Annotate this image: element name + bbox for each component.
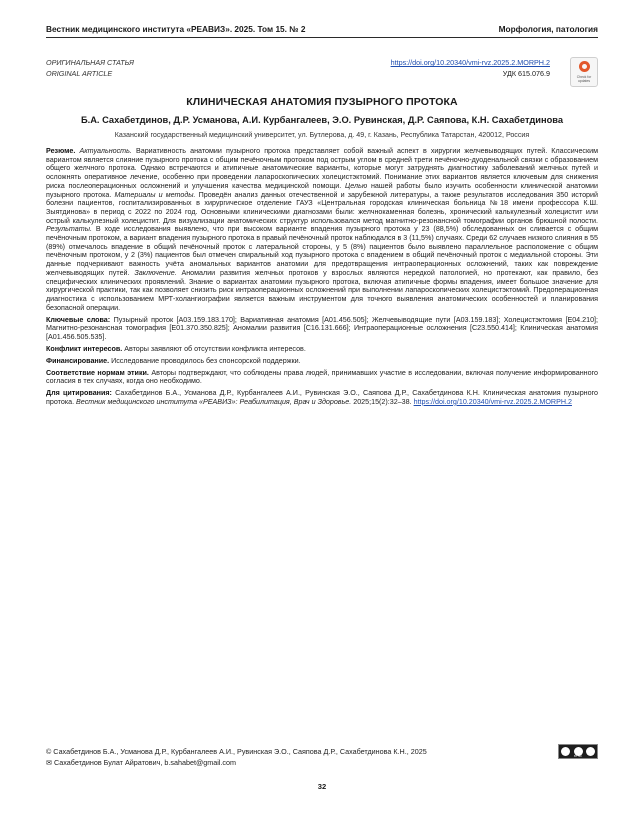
conflict-paragraph: Конфликт интересов. Авторы заявляют об отсутствии конфликта интересов. bbox=[46, 344, 306, 353]
cc-license-badge[interactable] bbox=[558, 744, 598, 759]
actuality-label: Актуальность. bbox=[79, 147, 132, 155]
running-header bbox=[46, 24, 598, 38]
citation-doi-link[interactable]: https://doi.org/10.20340/vmi-rvz.2025.2.MORPH.2 bbox=[413, 397, 572, 406]
copyright-line: © Сахабетдинов Б.А., Усманова Д.Р., Курбангалеев А.И., Рувинская Э.О., Саяпова Д.Р., Сахабетдинова К.Н., 2025 bbox=[46, 747, 427, 756]
header-rule bbox=[46, 37, 598, 38]
citation-paragraph: Для цитирования: Сахабетдинов Б.А., Усманова Д.Р., Курбангалеев А.И., Рувинская Э.О., Саяпова Д.Р., Сахабетдинова К.Н. Клиническая анатомия пузырного протока. Вестник медицинского института «РЕАВИЗ»: Реабилитация, Врач и Здоровье. 2025;15(2):32–38. https://doi.org/10.20340/vmi-rvz.2025.2.MORPH.2 bbox=[46, 389, 598, 406]
update-check-icon bbox=[579, 61, 590, 72]
article-meta bbox=[391, 58, 550, 79]
author-list: Б.А. Сахабетдинов, Д.Р. Усманова, А.И. Курбангалеев, Э.О. Рувинская, Д.Р. Саяпова, К.Н. Сахабетдинова bbox=[80, 115, 564, 125]
section-name: Морфология, патология bbox=[498, 24, 598, 34]
abstract-label: Резюме. bbox=[46, 147, 76, 155]
abstract-paragraph: Резюме. Актуальность. Вариативность анатомии пузырного протока представляет собой важный аспект в хирургии желчевыводящих путей. Классическим вариантом является слияние пузырного протока с общим печёночным протоком под острым углом в средней трети печёночно-дуоденальной связки с образованием общего желчного протока. Однако встречаются и атипичные анатомические варианты, которые могут затруднять диагностику заболеваний желчных путей и осложнять оперативное лечение, особенно при проведении лапароскопических холецистэктомий. Понимание этих вариантов является ключевым для снижения риска послеоперационных осложнений и улучшения качества медицинской помощи. Целью нашей работы было изучить особенности клинической анатомии пузырного протока. Материалы и методы. Проведён анализ данных отечественной и зарубежной литературы, а также результатов исследования 350 историй болезни пациентов, госпитализированных в хирургическое отделение ГАУЗ «Центральная городская клиническая больница №18 имени профессора К.Ш. Зыятдинова» в период с 2022 по 2024 год. Основными клиническими диагнозами были: желчнокаменная болезнь, хронический калькулезный холецистит или острый калькулезный холецистит. Для визуализации анатомических структур использовался метод магнитно-резонансной томографии органов брюшной полости. Результаты. В ходе исследования выявлено, что при высоком варианте впадения пузырного протока у 23 (88,5%) обследованных он сливается с общим печёночным протоком, а вариант впадения пузырного протока в правый печёночный проток наблюдался в 3 (11,5%) случаях. Среди 62 случаев низкого слияния в 55 (89%) отмечалось впадение в общий печёночный проток с латеральной стороны, у 5 (8%) пациентов было выявлено параллельное расположение с общим печёночным протоком, у 2 (3%) пациентов был отмечен спиральный ход пузырного протока с впадением в общий печёночный проток с медиальной стороны. Эти данные подчеркивают важность учёта аномальных вариантов анатомии для предотвращения интраоперационных осложнений, таких как повреждение желчевыводящих путей. Заключение. Аномалии развития желчных протоков у взрослых являются нередкой патологией, но протекают, как правило, без специфических клинических проявлений. Знание о вариантах анатомии пузырного протока, включая атипичные формы впадения, имеет большое значение для хирургической практики, так как позволяет снизить риск интраоперационных осложнений при выполнении лапароскопических холецистэктомий. Предоперационная диагностика с использованием МРТ-холангиографии является важным инструментом для точного выявления анатомических особенностей и планирования безопасной операции. bbox=[46, 147, 599, 312]
correspondence-line: ✉ Сахабетдинов Булат Айратович, b.sahabet@gmail.com bbox=[46, 757, 236, 767]
methods-label: Материалы и методы. bbox=[114, 190, 196, 199]
keywords-text: Пузырный проток [A03.159.183.170]; Вариативная анатомия [A01.456.505]; Желчевыводящие пути [A03.159.183]; Холецистэктомия [E04.210]; Магнитно-резонансная томография [E01.370.350.825]; Аномалии развития [C16.131.666]; Интраоперационные осложнения [C23.550.414]; Клиническая анатомия [A01.456.505.535]. bbox=[46, 315, 599, 341]
doi-link[interactable]: https://doi.org/10.20340/vmi-rvz.2025.2.MORPH.2 bbox=[390, 58, 550, 67]
results-label: Результаты. bbox=[46, 225, 92, 234]
article-type-ru: ОРИГИНАЛЬНАЯ СТАТЬЯ bbox=[46, 58, 134, 67]
keywords-paragraph bbox=[46, 316, 598, 342]
abstract-block bbox=[46, 147, 598, 410]
funding-label: Финансирование. bbox=[46, 356, 110, 365]
journal-name: Вестник медицинского института «РЕАВИЗ». 2025. Том 15. № 2 bbox=[46, 24, 306, 34]
article-type-en: ORIGINAL ARTICLE bbox=[46, 68, 113, 78]
funding-paragraph: Финансирование. Исследование проводилось без спонсорской поддержки. bbox=[46, 356, 301, 365]
license-label: BY NC bbox=[574, 755, 582, 758]
udk-code: УДК 615.076.9 bbox=[502, 68, 550, 78]
article-page bbox=[46, 0, 598, 820]
badge-label: Check for updates bbox=[576, 75, 592, 83]
footer-copyright bbox=[46, 747, 427, 768]
page-number: 32 bbox=[317, 782, 327, 791]
article-type bbox=[46, 58, 134, 79]
article-title: КЛИНИЧЕСКАЯ АНАТОМИЯ ПУЗЫРНОГО ПРОТОКА bbox=[186, 96, 458, 108]
goal-label: Целью bbox=[344, 181, 368, 190]
conclusion-label: Заключение. bbox=[134, 268, 177, 277]
citation-journal: Вестник медицинского института «РЕАВИЗ»: Реабилитация, Врач и Здоровье. bbox=[76, 397, 352, 406]
check-for-updates-badge[interactable] bbox=[570, 57, 598, 87]
conflict-label: Конфликт интересов. bbox=[46, 344, 123, 353]
keywords-label: Ключевые слова: bbox=[46, 315, 111, 324]
affiliation: Казанский государственный медицинский университет, ул. Бутлерова, д. 49, г. Казань, Республика Татарстан, 420012, Россия bbox=[114, 131, 530, 139]
ethics-paragraph: Соответствие нормам этики. Авторы подтверждают, что соблюдены права людей, принимавших участие в исследовании, включая получение информированного согласия в тех случаях, когда оно необходимо. bbox=[46, 368, 598, 386]
citation-label: Для цитирования: bbox=[46, 389, 112, 398]
ethics-label: Соответствие нормам этики. bbox=[46, 368, 149, 377]
